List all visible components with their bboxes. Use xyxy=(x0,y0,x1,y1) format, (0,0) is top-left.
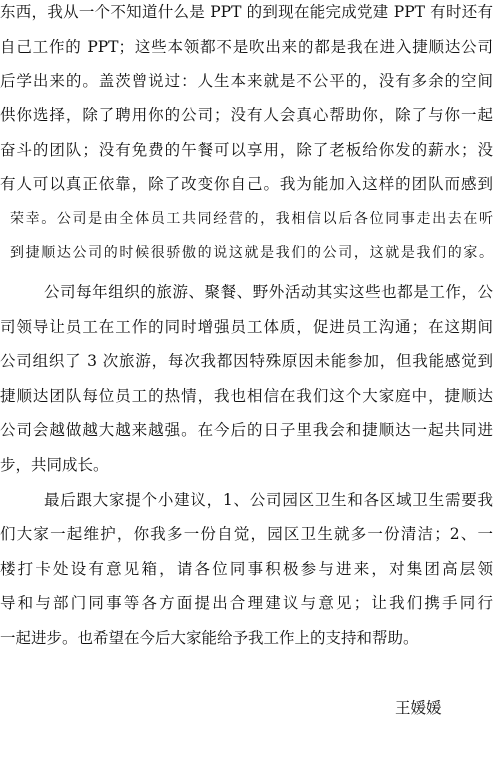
paragraph-1-line-7: 荣幸。公司是由全体员工共同经营的，我相信以后各位同事走出去在听 xyxy=(10,211,493,227)
signature: 王媛媛 xyxy=(395,699,442,717)
paragraph-1-line-5: 奋斗的团队；没有免费的午餐可以享用，除了老板给你发的薪水；没 xyxy=(0,141,493,159)
paragraph-3-line-1: 最后跟大家提个小建议，1、公司园区卫生和各区域卫生需要我 xyxy=(44,491,493,509)
paragraph-2-line-5: 公司会越做越大越来越强。在今后的日子里我会和捷顺达一起共同进 xyxy=(0,421,493,439)
paragraph-1-line-6: 有人可以真正依靠，除了改变你自己。我为能加入这样的团队而感到 xyxy=(0,175,493,193)
paragraph-2-line-4: 捷顺达团队每位员工的热情，我也相信在我们这个大家庭中，捷顺达 xyxy=(0,387,493,405)
paragraph-3-line-3: 楼打卡处设有意见箱，请各位同事积极参与进来，对集团高层领 xyxy=(0,560,493,578)
paragraph-3-line-4: 导和与部门同事等各方面提出合理建议与意见；让我们携手同行 xyxy=(0,594,493,612)
paragraph-3-line-2: 们大家一起维护，你我多一份自觉，园区卫生就多一份清洁；2、一 xyxy=(0,525,493,543)
paragraph-2-line-2: 司领导让员工在工作的同时增强员工体质，促进员工沟通；在这期间 xyxy=(0,318,493,336)
paragraph-1-line-4: 供你选择，除了聘用你的公司；没有人会真心帮助你，除了与你一起 xyxy=(0,106,493,124)
paragraph-2-line-6: 步，共同成长。 xyxy=(0,456,109,474)
paragraph-3-line-5: 一起进步。也希望在今后大家能给予我工作上的支持和帮助。 xyxy=(0,629,419,647)
paragraph-2-line-1: 公司每年组织的旅游、聚餐、野外活动其实这些也都是工作，公 xyxy=(44,283,493,301)
paragraph-1-line-2: 自己工作的 PPT；这些本领都不是吹出来的都是我在进入捷顺达公司 xyxy=(0,38,493,56)
paragraph-2-line-3: 公司组织了 3 次旅游，每次我都因特殊原因未能参加，但我能感觉到 xyxy=(0,352,493,370)
paragraph-1-line-3: 后学出来的。盖茨曾说过：人生本来就是不公平的，没有多余的空间 xyxy=(0,72,493,90)
paragraph-1-line-8: 到捷顺达公司的时候很骄傲的说这就是我们的公司，这就是我们的家。 xyxy=(10,245,493,261)
paragraph-1-line-1: 东西，我从一个不知道什么是 PPT 的到现在能完成党建 PPT 有时还有 xyxy=(0,3,493,21)
